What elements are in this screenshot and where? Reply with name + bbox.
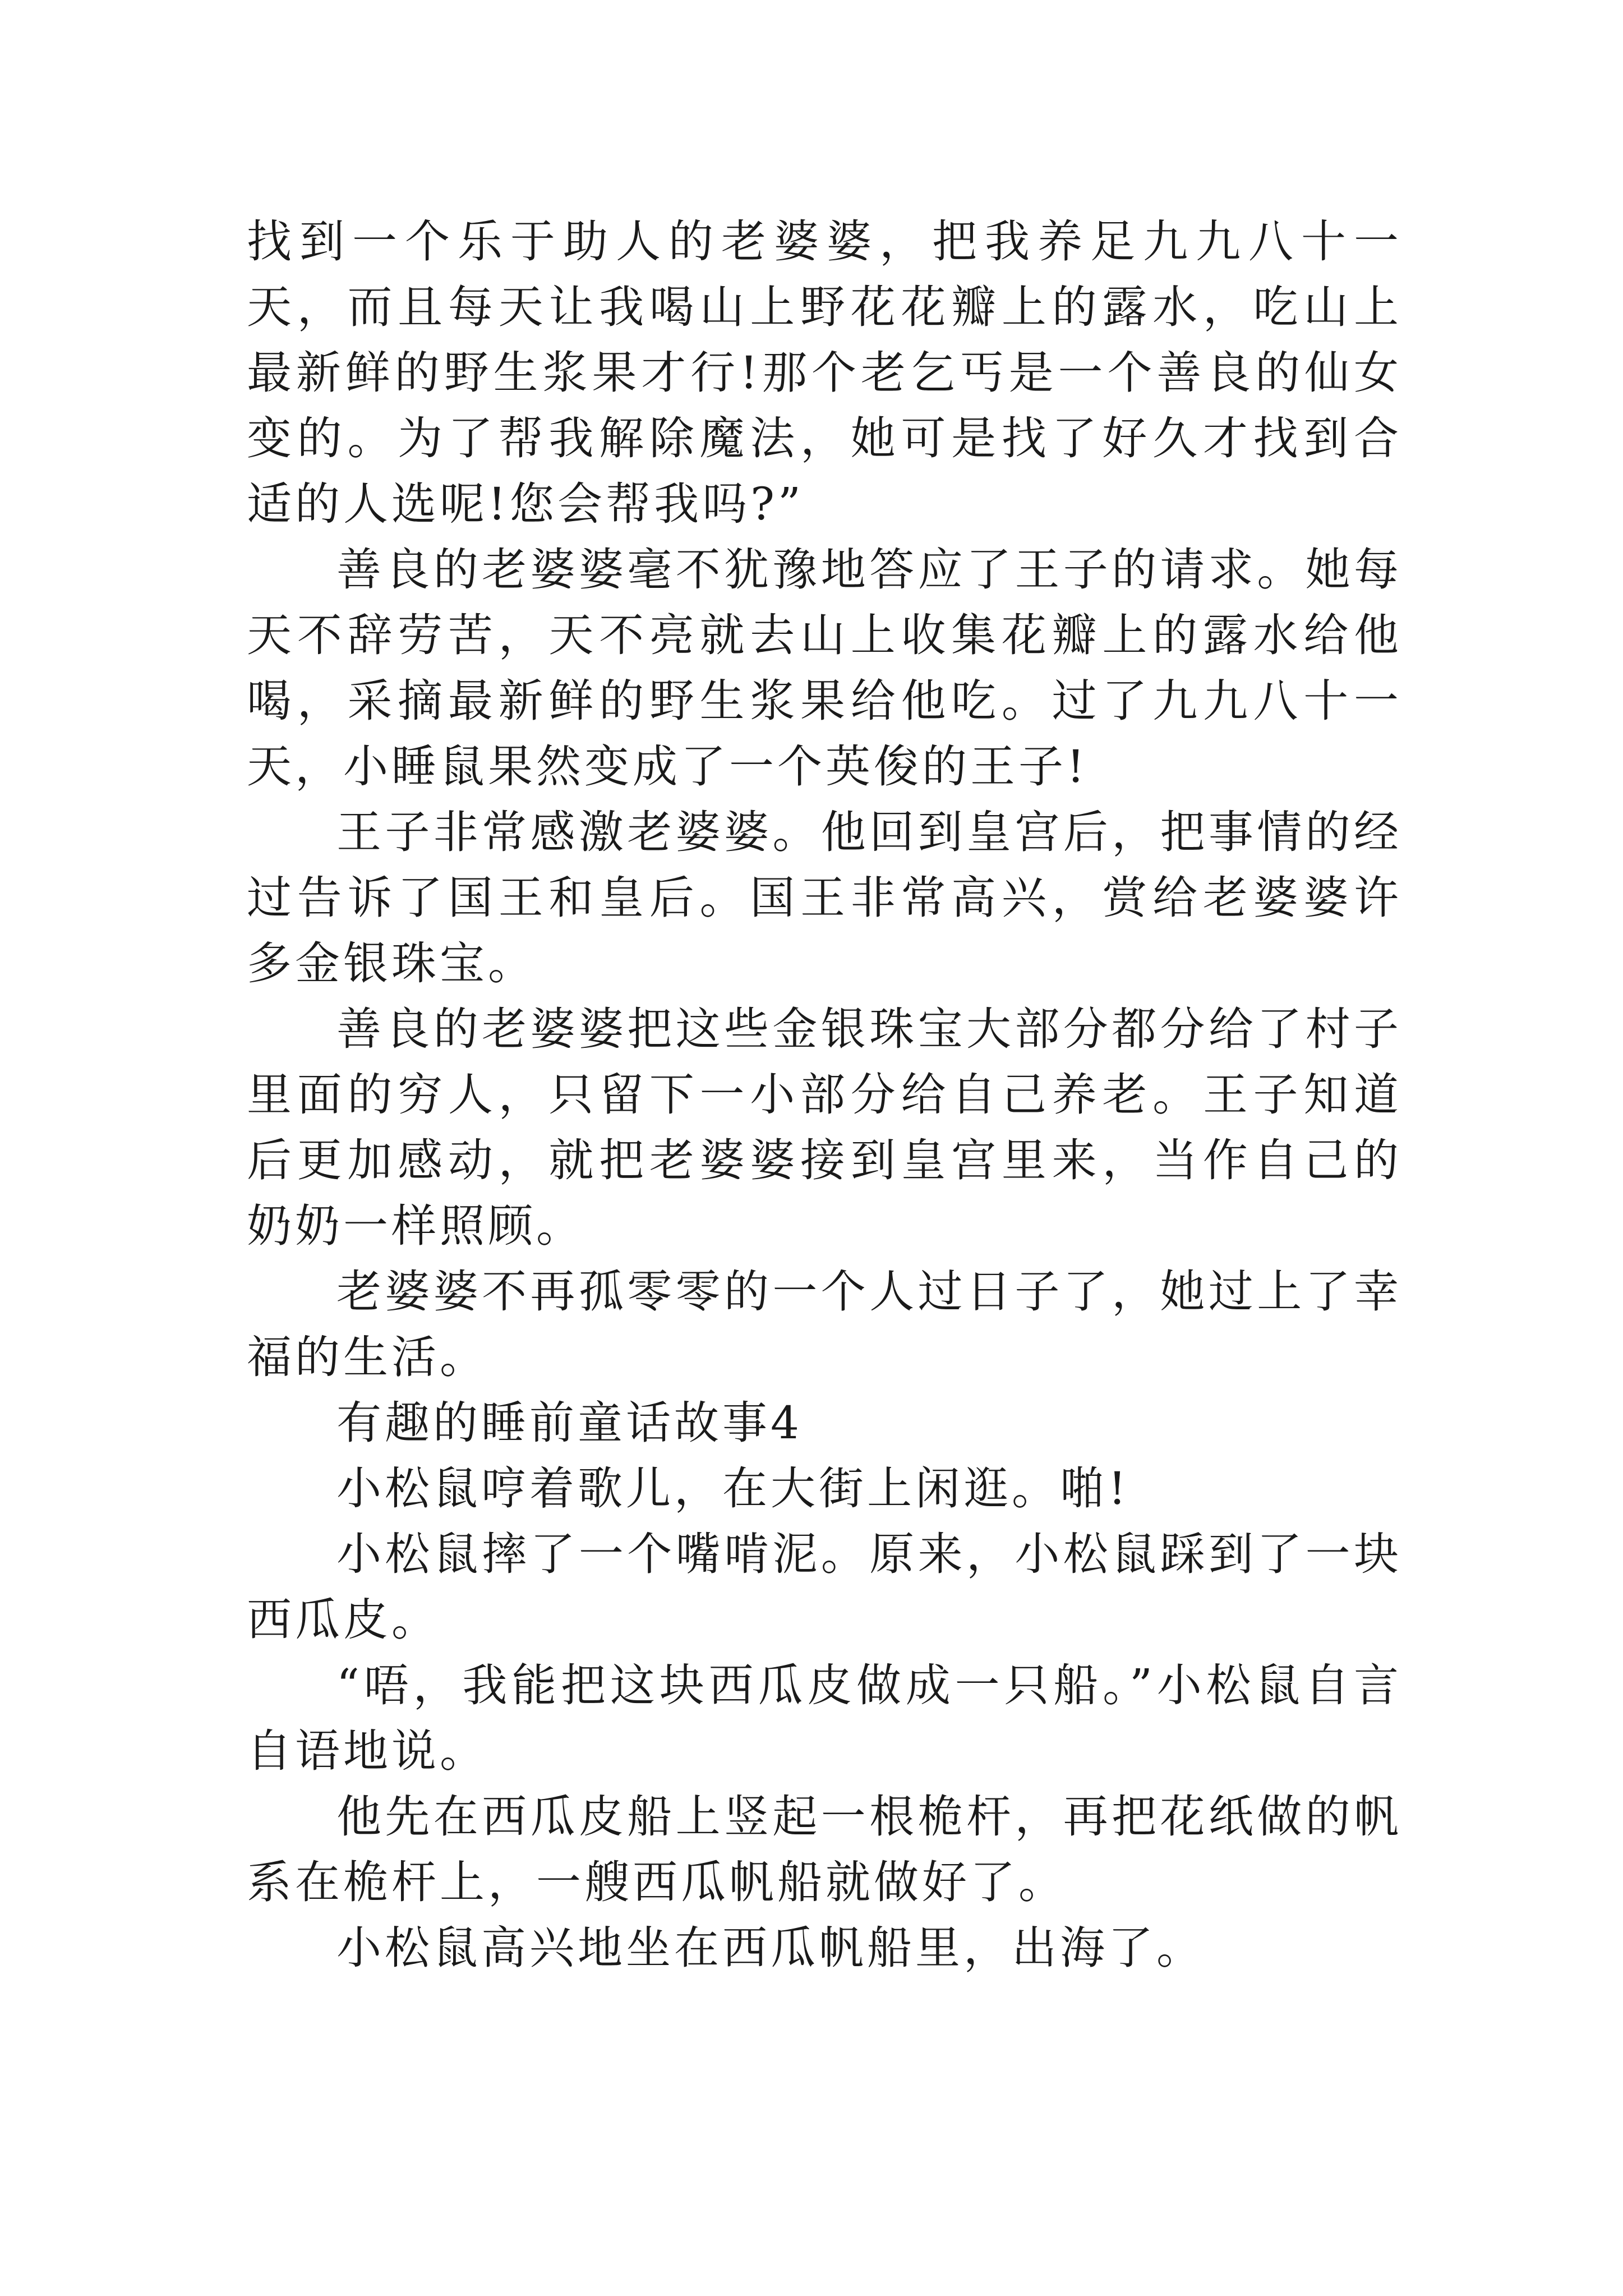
paragraph: 善良的老婆婆毫不犹豫地答应了王子的请求。她每天不辞劳苦，天不亮就去山上收集花瓣上的露水给他喝，采摘最新鲜的野生浆果给他吃。过了九九八十一天，小睡鼠果然变成了一个英俊的王子!	[247, 544, 1402, 793]
paragraph: 老婆婆不再孤零零的一个人过日子了，她过上了幸福的生活。	[247, 1266, 1402, 1383]
story-text-body	[247, 209, 1402, 1981]
paragraph: 小松鼠摔了一个嘴啃泥。原来，小松鼠踩到了一块西瓜皮。	[247, 1528, 1402, 1646]
paragraph: “唔，我能把这块西瓜皮做成一只船。”小松鼠自言自语地说。	[247, 1659, 1402, 1777]
paragraph: 小松鼠高兴地坐在西瓜帆船里，出海了。	[336, 1922, 1205, 1974]
paragraph: 小松鼠哼着歌儿，在大街上闲逛。啪!	[336, 1462, 1130, 1515]
paragraph: 他先在西瓜皮船上竖起一根桅杆，再把花纸做的帆系在桅杆上，一艘西瓜帆船就做好了。	[247, 1791, 1402, 1908]
story-heading: 有趣的睡前童话故事4	[336, 1397, 803, 1449]
paragraph-continuation: 找到一个乐于助人的老婆婆，把我养足九九八十一天，而且每天让我喝山上野花花瓣上的露水，吃山上最新鲜的野生浆果才行!那个老乞丐是一个善良的仙女变的。为了帮我解除魔法，她可是找了好久才找到合适的人选呢!您会帮我吗?”	[247, 215, 1402, 530]
paragraph: 王子非常感激老婆婆。他回到皇宫后，把事情的经过告诉了国王和皇后。国王非常高兴，赏给老婆婆许多金银珠宝。	[247, 806, 1402, 990]
paragraph: 善良的老婆婆把这些金银珠宝大部分都分给了村子里面的穷人，只留下一小部分给自己养老。王子知道后更加感动，就把老婆婆接到皇宫里来，当作自己的奶奶一样照顾。	[247, 1003, 1402, 1252]
